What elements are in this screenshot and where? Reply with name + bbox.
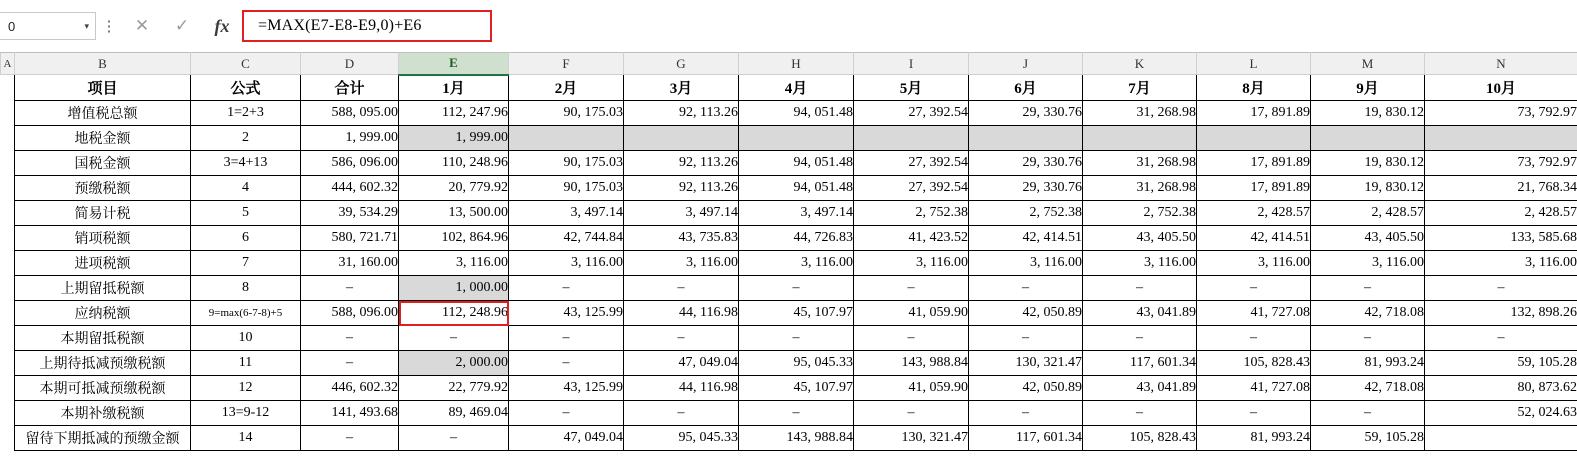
table-header-cell[interactable]: 合计: [301, 75, 399, 101]
row-label-cell[interactable]: 地税金额: [15, 126, 191, 151]
table-cell[interactable]: 132, 898.26: [1425, 301, 1577, 326]
table-cell[interactable]: –: [969, 401, 1083, 426]
table-cell[interactable]: 31, 268.98: [1083, 176, 1197, 201]
table-cell[interactable]: 92, 113.26: [624, 176, 739, 201]
table-cell[interactable]: 52, 024.63: [1425, 401, 1577, 426]
table-cell[interactable]: 105, 828.43: [1197, 351, 1311, 376]
column-header-m[interactable]: M: [1311, 53, 1425, 75]
row-label-cell[interactable]: 国税金额: [15, 151, 191, 176]
table-cell[interactable]: 42, 718.08: [1311, 301, 1425, 326]
table-row: [1, 326, 1577, 351]
table-cell[interactable]: 42, 414.51: [969, 226, 1083, 251]
column-header-j[interactable]: J: [969, 53, 1083, 75]
row-label-cell[interactable]: 增值税总额: [15, 101, 191, 126]
table-row: [1, 226, 1577, 251]
table-cell[interactable]: 43, 405.50: [1083, 226, 1197, 251]
table-cell[interactable]: 94, 051.48: [739, 101, 854, 126]
table-cell[interactable]: 143, 988.84: [854, 351, 969, 376]
table-cell[interactable]: 586, 096.00: [301, 151, 399, 176]
table-cell[interactable]: 80, 873.62: [1425, 376, 1577, 401]
table-cell[interactable]: 73, 792.97: [1425, 151, 1577, 176]
table-cell[interactable]: 2, 428.57: [1311, 201, 1425, 226]
table-cell[interactable]: –: [509, 401, 624, 426]
table-cell[interactable]: 42, 050.89: [969, 301, 1083, 326]
table-cell[interactable]: 43, 125.99: [509, 376, 624, 401]
table-cell[interactable]: –: [854, 276, 969, 301]
row-label-cell[interactable]: 预缴税额: [15, 176, 191, 201]
table-header-cell[interactable]: 5月: [854, 75, 969, 101]
table-cell[interactable]: 2, 752.38: [854, 201, 969, 226]
row-gutter: [1, 276, 15, 301]
table-header-cell[interactable]: 7月: [1083, 75, 1197, 101]
name-box-value: 0: [8, 18, 16, 34]
table-cell[interactable]: 2, 000.00: [399, 351, 509, 376]
row-formula-cell[interactable]: 8: [191, 276, 301, 301]
row-formula-cell[interactable]: 11: [191, 351, 301, 376]
row-label-cell[interactable]: 销项税额: [15, 226, 191, 251]
table-cell[interactable]: 444, 602.32: [301, 176, 399, 201]
cancel-icon[interactable]: ✕: [134, 16, 150, 35]
confirm-icon[interactable]: ✓: [174, 16, 190, 35]
table-cell[interactable]: 3, 116.00: [624, 251, 739, 276]
table-cell[interactable]: 43, 405.50: [1311, 226, 1425, 251]
table-header-cell[interactable]: 项目: [15, 75, 191, 101]
table-cell[interactable]: 446, 602.32: [301, 376, 399, 401]
table-cell[interactable]: –: [854, 401, 969, 426]
row-gutter: [1, 226, 15, 251]
table-cell[interactable]: –: [1311, 276, 1425, 301]
table-header-cell[interactable]: 1月: [399, 75, 509, 101]
table-cell[interactable]: –: [1083, 401, 1197, 426]
table-cell[interactable]: 73, 792.97: [1425, 101, 1577, 126]
row-gutter: [1, 376, 15, 401]
table-cell[interactable]: 47, 049.04: [509, 426, 624, 451]
table-cell[interactable]: 81, 993.24: [1311, 351, 1425, 376]
table-cell[interactable]: 42, 718.08: [1311, 376, 1425, 401]
table-row: [1, 101, 1577, 126]
table-cell[interactable]: 44, 116.98: [624, 301, 739, 326]
table-cell[interactable]: 29, 330.76: [969, 176, 1083, 201]
table-cell[interactable]: 3, 116.00: [969, 251, 1083, 276]
table-header-cell[interactable]: 8月: [1197, 75, 1311, 101]
formula-input[interactable]: =MAX(E7-E8-E9,0)+E6: [242, 10, 492, 42]
column-header-a[interactable]: A: [1, 53, 15, 75]
table-cell[interactable]: 43, 735.83: [624, 226, 739, 251]
table-cell[interactable]: 89, 469.04: [399, 401, 509, 426]
table-cell[interactable]: –: [1197, 326, 1311, 351]
table-cell[interactable]: 3, 116.00: [399, 251, 509, 276]
table-cell[interactable]: 41, 059.90: [854, 301, 969, 326]
table-cell[interactable]: 112, 248.96: [399, 301, 509, 326]
table-row: [1, 251, 1577, 276]
table-cell[interactable]: 19, 830.12: [1311, 101, 1425, 126]
table-cell[interactable]: –: [739, 401, 854, 426]
table-cell[interactable]: 19, 830.12: [1311, 151, 1425, 176]
column-header-k[interactable]: K: [1083, 53, 1197, 75]
table-cell[interactable]: 31, 268.98: [1083, 101, 1197, 126]
table-cell[interactable]: –: [1083, 276, 1197, 301]
table-cell[interactable]: –: [1083, 326, 1197, 351]
table-cell[interactable]: 90, 175.03: [509, 101, 624, 126]
table-cell[interactable]: 43, 041.89: [1083, 301, 1197, 326]
row-gutter: [1, 351, 15, 376]
table-cell[interactable]: –: [854, 326, 969, 351]
table-cell[interactable]: 17, 891.89: [1197, 176, 1311, 201]
table-cell[interactable]: 27, 392.54: [854, 151, 969, 176]
row-gutter: [1, 326, 15, 351]
table-cell[interactable]: 45, 107.97: [739, 376, 854, 401]
table-cell[interactable]: 2, 752.38: [969, 201, 1083, 226]
table-cell[interactable]: 94, 051.48: [739, 176, 854, 201]
table-cell[interactable]: 41, 727.08: [1197, 301, 1311, 326]
row-formula-cell[interactable]: 14: [191, 426, 301, 451]
table-cell[interactable]: –: [1311, 326, 1425, 351]
table-cell[interactable]: 39, 534.29: [301, 201, 399, 226]
table-cell[interactable]: 21, 768.34: [1425, 176, 1577, 201]
table-cell[interactable]: –: [624, 276, 739, 301]
table-cell[interactable]: 20, 779.92: [399, 176, 509, 201]
table-cell[interactable]: 588, 095.00: [301, 101, 399, 126]
table-cell[interactable]: [739, 126, 854, 151]
column-header-g[interactable]: G: [624, 53, 739, 75]
row-formula-cell[interactable]: 5: [191, 201, 301, 226]
table-cell[interactable]: –: [399, 326, 509, 351]
table-cell[interactable]: –: [739, 326, 854, 351]
row-label-cell[interactable]: 留待下期抵减的预缴金额: [15, 426, 191, 451]
table-cell[interactable]: [624, 126, 739, 151]
row-label-cell[interactable]: 上期留抵税额: [15, 276, 191, 301]
table-cell[interactable]: –: [301, 276, 399, 301]
table-cell[interactable]: 45, 107.97: [739, 301, 854, 326]
table-cell[interactable]: 102, 864.96: [399, 226, 509, 251]
table-cell[interactable]: 3, 497.14: [624, 201, 739, 226]
table-cell[interactable]: –: [739, 276, 854, 301]
column-header-row: [1, 53, 1577, 75]
table-cell[interactable]: 1, 999.00: [301, 126, 399, 151]
row-formula-cell[interactable]: 13=9-12: [191, 401, 301, 426]
table-cell[interactable]: 41, 727.08: [1197, 376, 1311, 401]
row-gutter: [1, 151, 15, 176]
table-row: [1, 151, 1577, 176]
table-cell[interactable]: 1, 000.00: [399, 276, 509, 301]
row-gutter: [1, 75, 15, 101]
table-cell[interactable]: [1311, 126, 1425, 151]
row-formula-cell[interactable]: 7: [191, 251, 301, 276]
table-cell[interactable]: –: [509, 326, 624, 351]
table-cell[interactable]: 3, 116.00: [1311, 251, 1425, 276]
table-header-cell[interactable]: 4月: [739, 75, 854, 101]
table-cell[interactable]: 130, 321.47: [969, 351, 1083, 376]
table-cell[interactable]: 27, 392.54: [854, 176, 969, 201]
table-cell[interactable]: 95, 045.33: [739, 351, 854, 376]
table-cell[interactable]: –: [1197, 276, 1311, 301]
column-header-b[interactable]: B: [15, 53, 191, 75]
table-cell[interactable]: 105, 828.43: [1083, 426, 1197, 451]
row-gutter: [1, 251, 15, 276]
table-cell[interactable]: 3, 116.00: [1425, 251, 1577, 276]
table-cell[interactable]: 94, 051.48: [739, 151, 854, 176]
table-cell[interactable]: –: [301, 326, 399, 351]
table-header-cell[interactable]: 3月: [624, 75, 739, 101]
table-cell[interactable]: 112, 247.96: [399, 101, 509, 126]
table-cell[interactable]: 580, 721.71: [301, 226, 399, 251]
row-formula-cell[interactable]: 6: [191, 226, 301, 251]
table-header-cell[interactable]: 10月: [1425, 75, 1577, 101]
table-cell[interactable]: 42, 414.51: [1197, 226, 1311, 251]
table-cell[interactable]: –: [1425, 326, 1577, 351]
table-cell[interactable]: [509, 126, 624, 151]
table-cell[interactable]: 588, 096.00: [301, 301, 399, 326]
table-row: [1, 351, 1577, 376]
row-gutter: [1, 201, 15, 226]
table-cell[interactable]: –: [1425, 276, 1577, 301]
table-cell[interactable]: [1425, 126, 1577, 151]
table-cell[interactable]: –: [509, 351, 624, 376]
row-label-cell[interactable]: 本期留抵税额: [15, 326, 191, 351]
table-cell[interactable]: [854, 126, 969, 151]
table-cell[interactable]: 92, 113.26: [624, 101, 739, 126]
table-row: [1, 201, 1577, 226]
table-cell[interactable]: –: [301, 426, 399, 451]
table-cell[interactable]: 130, 321.47: [854, 426, 969, 451]
table-cell[interactable]: 133, 585.68: [1425, 226, 1577, 251]
table-cell[interactable]: 59, 105.28: [1425, 351, 1577, 376]
grid-table: [0, 52, 1577, 451]
chevron-down-icon[interactable]: ▾: [84, 20, 89, 31]
row-label-cell[interactable]: 本期可抵减预缴税额: [15, 376, 191, 401]
table-row: [1, 426, 1577, 451]
table-header-row: [1, 75, 1577, 101]
table-cell[interactable]: 90, 175.03: [509, 176, 624, 201]
row-label-cell[interactable]: 上期待抵减预缴税额: [15, 351, 191, 376]
row-gutter: [1, 101, 15, 126]
row-formula-cell[interactable]: 9=max(6-7-8)+5: [191, 301, 301, 326]
table-cell[interactable]: –: [624, 326, 739, 351]
table-cell[interactable]: 117, 601.34: [969, 426, 1083, 451]
table-cell[interactable]: 17, 891.89: [1197, 151, 1311, 176]
table-cell[interactable]: 13, 500.00: [399, 201, 509, 226]
table-cell[interactable]: 41, 423.52: [854, 226, 969, 251]
table-cell[interactable]: –: [969, 276, 1083, 301]
row-gutter: [1, 426, 15, 451]
table-cell[interactable]: –: [969, 326, 1083, 351]
table-cell[interactable]: 44, 116.98: [624, 376, 739, 401]
formula-input-wrap: [242, 10, 1577, 42]
table-cell[interactable]: [969, 126, 1083, 151]
table-cell[interactable]: 3, 116.00: [1083, 251, 1197, 276]
table-cell[interactable]: 59, 105.28: [1311, 426, 1425, 451]
table-cell[interactable]: 90, 175.03: [509, 151, 624, 176]
column-header-h[interactable]: H: [739, 53, 854, 75]
table-cell[interactable]: 43, 041.89: [1083, 376, 1197, 401]
row-label-cell[interactable]: 应纳税额: [15, 301, 191, 326]
name-box[interactable]: [0, 12, 96, 40]
table-cell[interactable]: 95, 045.33: [624, 426, 739, 451]
row-formula-cell[interactable]: 1=2+3: [191, 101, 301, 126]
table-cell[interactable]: 2, 428.57: [1425, 201, 1577, 226]
column-header-l[interactable]: L: [1197, 53, 1311, 75]
table-cell[interactable]: 22, 779.92: [399, 376, 509, 401]
table-cell[interactable]: 44, 726.83: [739, 226, 854, 251]
row-formula-cell[interactable]: 3=4+13: [191, 151, 301, 176]
table-cell[interactable]: 19, 830.12: [1311, 176, 1425, 201]
table-cell[interactable]: 141, 493.68: [301, 401, 399, 426]
table-header-cell[interactable]: 6月: [969, 75, 1083, 101]
table-cell[interactable]: 92, 113.26: [624, 151, 739, 176]
table-cell[interactable]: –: [509, 276, 624, 301]
table-cell[interactable]: 42, 744.84: [509, 226, 624, 251]
row-gutter: [1, 301, 15, 326]
table-cell[interactable]: 3, 116.00: [1197, 251, 1311, 276]
table-cell[interactable]: 31, 268.98: [1083, 151, 1197, 176]
table-cell[interactable]: [1425, 426, 1577, 451]
row-formula-cell[interactable]: 12: [191, 376, 301, 401]
row-formula-cell[interactable]: 2: [191, 126, 301, 151]
table-row: [1, 126, 1577, 151]
table-row: [1, 176, 1577, 201]
table-cell[interactable]: 3, 116.00: [854, 251, 969, 276]
table-cell[interactable]: –: [399, 426, 509, 451]
row-gutter: [1, 176, 15, 201]
table-cell[interactable]: 3, 497.14: [739, 201, 854, 226]
column-header-f[interactable]: F: [509, 53, 624, 75]
table-cell[interactable]: –: [1197, 401, 1311, 426]
table-cell[interactable]: 110, 248.96: [399, 151, 509, 176]
table-cell[interactable]: 3, 116.00: [739, 251, 854, 276]
table-cell[interactable]: 42, 050.89: [969, 376, 1083, 401]
insert-function-icon[interactable]: fx: [214, 15, 230, 36]
column-header-d[interactable]: D: [301, 53, 399, 75]
table-header-cell[interactable]: 2月: [509, 75, 624, 101]
table-cell[interactable]: 143, 988.84: [739, 426, 854, 451]
table-cell[interactable]: 2, 428.57: [1197, 201, 1311, 226]
table-cell[interactable]: 1, 999.00: [399, 126, 509, 151]
table-cell[interactable]: 81, 993.24: [1197, 426, 1311, 451]
table-row: [1, 376, 1577, 401]
row-gutter: [1, 126, 15, 151]
table-row: [1, 401, 1577, 426]
column-header-c[interactable]: C: [191, 53, 301, 75]
table-cell[interactable]: –: [624, 401, 739, 426]
table-cell[interactable]: 2, 752.38: [1083, 201, 1197, 226]
column-header-e[interactable]: E: [399, 53, 509, 75]
table-cell[interactable]: 47, 049.04: [624, 351, 739, 376]
row-label-cell[interactable]: 进项税额: [15, 251, 191, 276]
formula-bar: [0, 0, 1577, 52]
table-cell[interactable]: 29, 330.76: [969, 101, 1083, 126]
row-formula-cell[interactable]: 10: [191, 326, 301, 351]
table-header-cell[interactable]: 公式: [191, 75, 301, 101]
table-cell[interactable]: 29, 330.76: [969, 151, 1083, 176]
row-label-cell[interactable]: 本期补缴税额: [15, 401, 191, 426]
sheet-grid: [0, 52, 1577, 451]
table-cell[interactable]: 17, 891.89: [1197, 101, 1311, 126]
table-cell[interactable]: [1197, 126, 1311, 151]
table-cell[interactable]: 3, 116.00: [509, 251, 624, 276]
column-header-i[interactable]: I: [854, 53, 969, 75]
column-header-n[interactable]: N: [1425, 53, 1577, 75]
table-cell[interactable]: 27, 392.54: [854, 101, 969, 126]
table-header-cell[interactable]: 9月: [1311, 75, 1425, 101]
row-gutter: [1, 401, 15, 426]
table-cell[interactable]: 117, 601.34: [1083, 351, 1197, 376]
table-cell[interactable]: –: [1311, 401, 1425, 426]
table-cell[interactable]: 43, 125.99: [509, 301, 624, 326]
table-row: [1, 301, 1577, 326]
more-options-icon[interactable]: ⋮: [101, 18, 117, 35]
table-cell[interactable]: [1083, 126, 1197, 151]
table-cell[interactable]: 31, 160.00: [301, 251, 399, 276]
table-cell[interactable]: 3, 497.14: [509, 201, 624, 226]
table-cell[interactable]: 41, 059.90: [854, 376, 969, 401]
table-cell[interactable]: –: [301, 351, 399, 376]
table-row: [1, 276, 1577, 301]
row-formula-cell[interactable]: 4: [191, 176, 301, 201]
row-label-cell[interactable]: 简易计税: [15, 201, 191, 226]
